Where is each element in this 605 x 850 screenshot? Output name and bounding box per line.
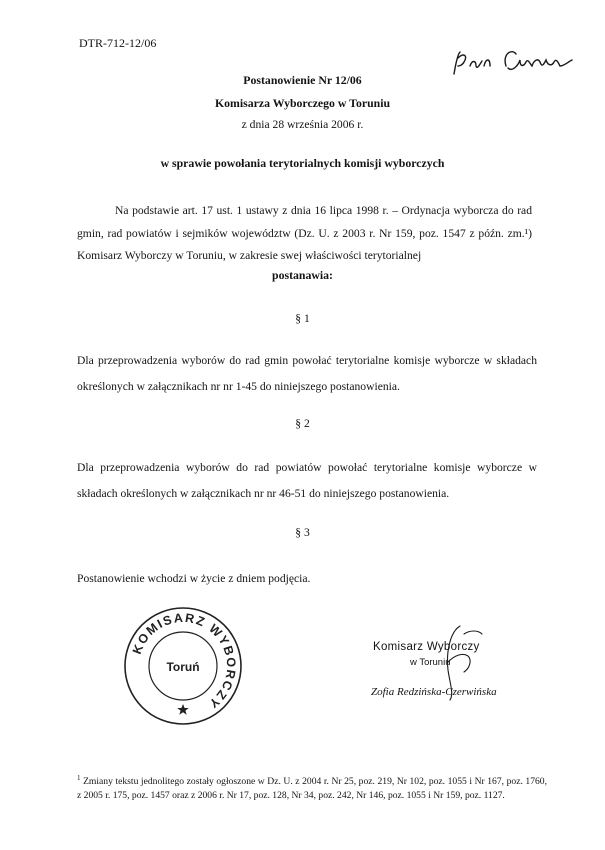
official-round-stamp xyxy=(122,605,244,727)
stamp-ring-text: KOMISARZ WYBORCZY xyxy=(129,610,239,712)
decree-word: postanawia: xyxy=(272,268,333,282)
issuing-authority: Komisarza Wyborczego w Toruniu xyxy=(214,96,391,110)
section-2-text: Dla przeprowadzenia wyborów do rad powiatów powołać terytorialne komisje wyborcze w składach określonych w załącznikach nr nr 46-51 do niniejszego postanowienia. xyxy=(77,461,537,500)
section-3-text: Postanowienie wchodzi w życie z dniem podjęcia. xyxy=(77,572,311,585)
footnote xyxy=(77,772,547,802)
section-1-text: Dla przeprowadzenia wyborów do rad gmin powołać terytorialne komisje wyborcze w składach określonych w załącznikach nr nr 1-45 do niniejszego postanowienia. xyxy=(77,354,537,393)
legal-basis-text: Na podstawie art. 17 ust. 1 ustawy z dnia 16 lipca 1998 r. – Ordynacja wyborcza do rad gmin, rad powiatów i sejmików województw (Dz. U. z 2003 r. Nr 159, poz. 1547 z późn. zm.¹) Komisarz Wyborczy w Toruniu, w zakresie swej właściwości terytorialnej xyxy=(77,204,532,262)
section-3-mark: § 3 xyxy=(295,526,310,539)
signatory-title: Komisarz Wyborczy xyxy=(373,641,480,653)
decree-subject: w sprawie powołania terytorialnych komisji wyborczych xyxy=(160,156,445,170)
decree-date: z dnia 28 września 2006 r. xyxy=(241,118,364,131)
document-reference: DTR-712-12/06 xyxy=(79,36,157,50)
section-1-mark: § 1 xyxy=(295,312,310,325)
footnote-text: Zmiany tekstu jednolitego zostały ogłoszone w Dz. U. z 2004 r. Nr 25, poz. 219, Nr 102, poz. 1055 i Nr 167, poz. 1760, z 2005 r. 175, poz. 1457 oraz z 2006 r. Nr 17, poz. 128, Nr 34, poz. 242, Nr 146, poz. 1055 i Nr 159, poz. 1127. xyxy=(77,776,547,801)
decree-title: Postanowienie Nr 12/06 xyxy=(243,73,362,87)
stamp-center-text: Toruń xyxy=(166,660,200,674)
stamp-star-icon xyxy=(177,704,189,715)
handwritten-signature xyxy=(420,622,500,702)
signatory-location: w Toruniu xyxy=(410,657,451,668)
signatory-name: Zofia Redzińska-Czerwińska xyxy=(371,686,497,698)
footnote-marker: 1 xyxy=(77,774,81,782)
legal-basis-paragraph xyxy=(77,200,532,268)
section-2-mark: § 2 xyxy=(295,417,310,430)
